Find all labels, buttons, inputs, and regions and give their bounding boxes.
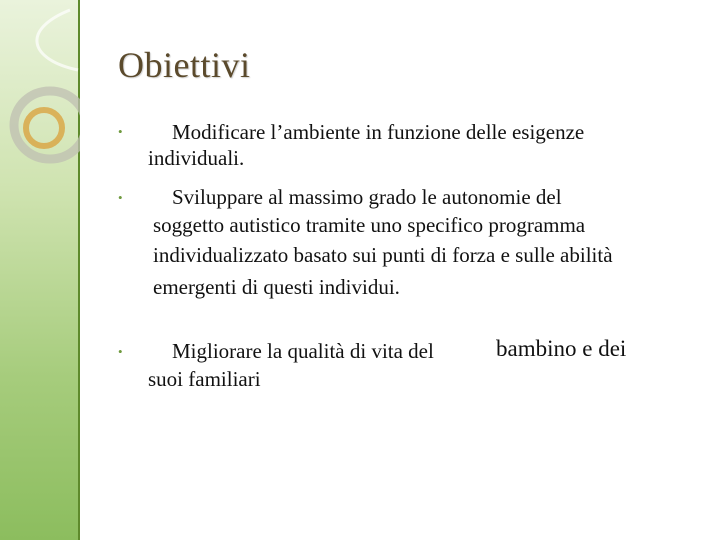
bullet-dot: •	[118, 124, 123, 139]
bullet-3-line-2: suoi familiari	[148, 367, 261, 391]
bullet-2-line-4: emergenti di questi individui.	[153, 275, 400, 299]
bullet-1-line-1: Modificare l’ambiente in funzione delle esigenze	[172, 120, 585, 144]
bullet-2-line-2: soggetto autistico tramite uno specifico programma	[153, 213, 586, 237]
bullet-dot: •	[118, 344, 123, 359]
bullet-1-line-2: individuali.	[148, 146, 245, 170]
slide-title: Obiettivi	[118, 45, 251, 85]
bullet-3-line-1b: bambino e dei	[496, 336, 627, 361]
bullet-2-line-1: Sviluppare al massimo grado le autonomie del	[172, 185, 562, 209]
bullet-2-line-3: individualizzato basato sui punti di forza e sulle abilità	[153, 243, 613, 267]
bullet-dot: •	[118, 190, 123, 205]
bullet-3-line-1: Migliorare la qualità di vita del	[172, 339, 434, 363]
